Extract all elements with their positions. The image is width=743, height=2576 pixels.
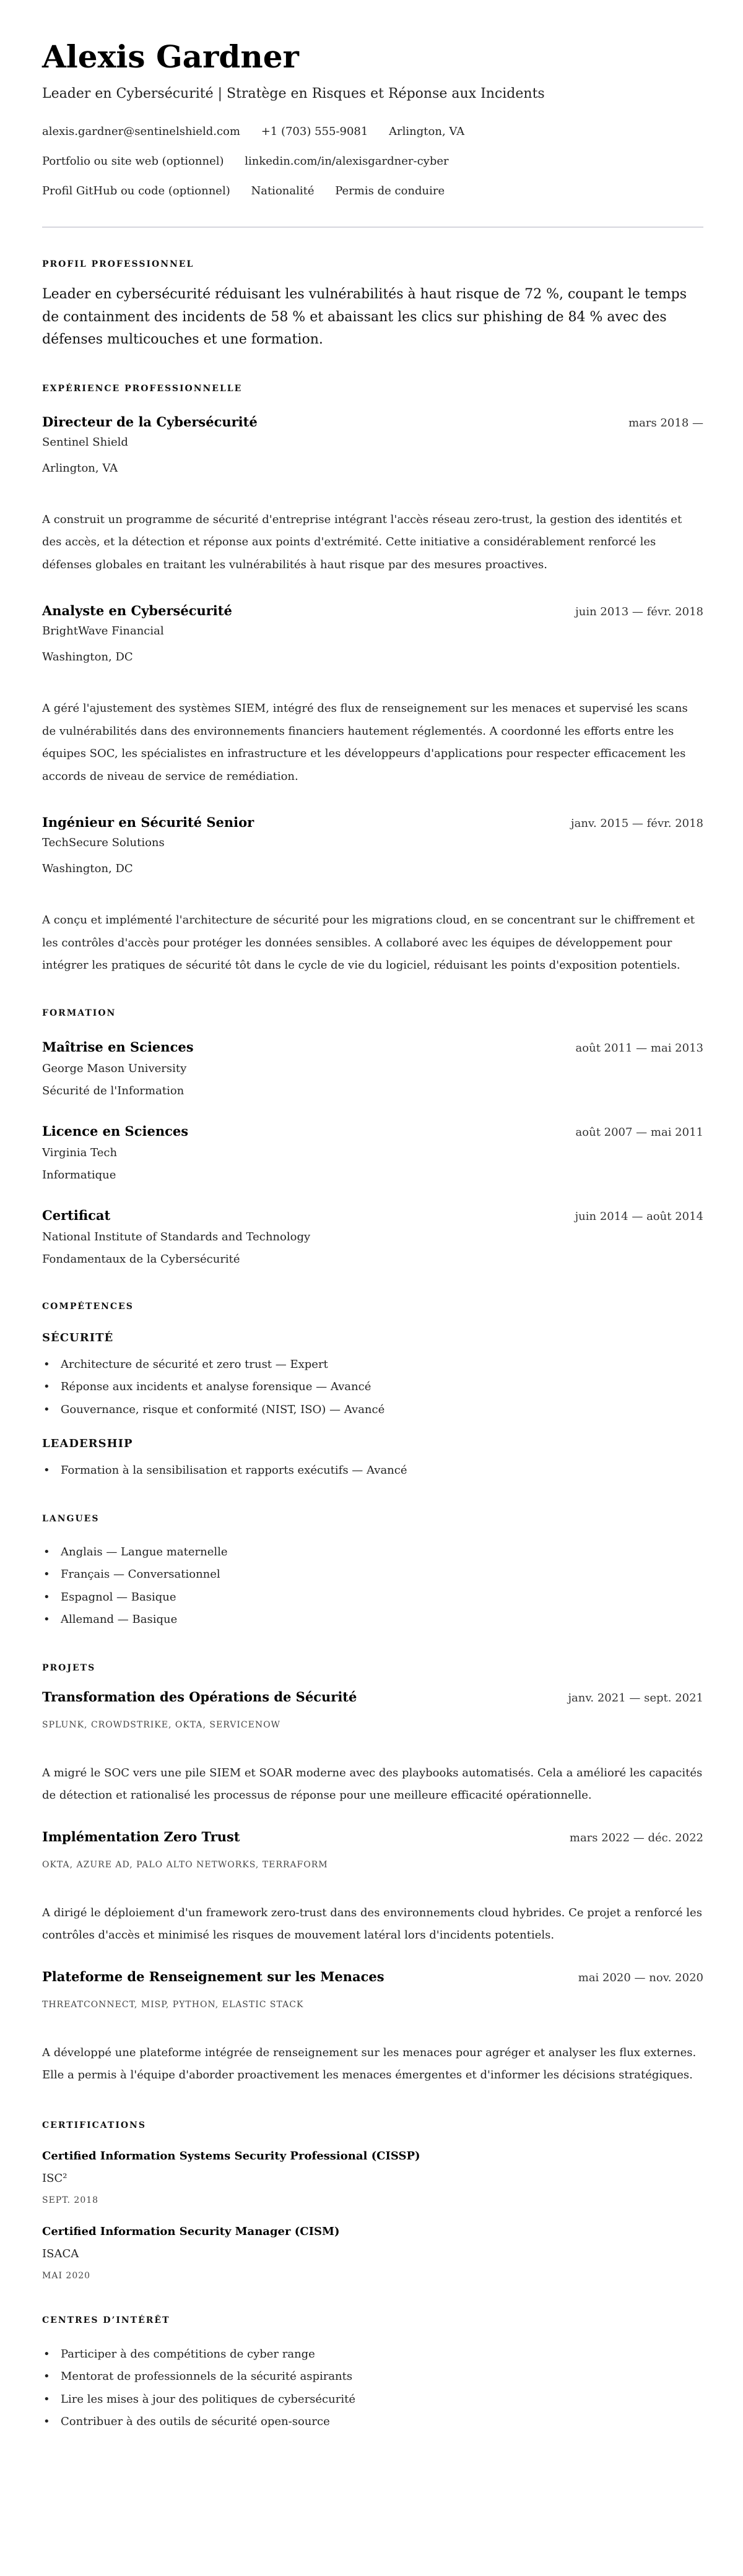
section-heading: FORMATION: [42, 1008, 116, 1018]
language-list: [42, 1541, 703, 1632]
skill-list: [42, 1354, 703, 1422]
section-heading: CENTRES D’INTÉRÊT: [42, 2315, 170, 2325]
entry-header: [42, 1206, 703, 1226]
job-location: Washington, DC: [42, 650, 133, 663]
education-dates: juin 2014 — août 2014: [575, 1209, 703, 1223]
section-heading: PROJETS: [42, 1662, 96, 1673]
education-entry: [42, 1122, 703, 1184]
skill-item: • Gouvernance, risque et conformité (NIST, ISO) — Avancé: [42, 1399, 703, 1422]
project-tech-stack: THREATCONNECT, MISP, PYTHON, ELASTIC STACK: [42, 1999, 304, 2010]
job-title: Ingénieur en Sécurité Senior: [42, 815, 254, 830]
project-tech-stack: SPLUNK, CROWDSTRIKE, OKTA, SERVICENOW: [42, 1719, 280, 1730]
certification-name: Certified Information Systems Security Professional (CISSP): [42, 2149, 420, 2163]
candidate-headline: Leader en Cybersécurité | Stratège en Risques et Réponse aux Incidents: [42, 86, 545, 102]
language-item: • Espagnol — Basique: [42, 1586, 703, 1609]
project-dates: janv. 2021 — sept. 2021: [568, 1691, 703, 1705]
company-name: TechSecure Solutions: [42, 836, 165, 849]
skills-section: [42, 1300, 703, 1482]
company-name: BrightWave Financial: [42, 625, 164, 638]
certification-date: MAI 2020: [42, 2270, 91, 2281]
certification-entry: [42, 2148, 703, 2206]
entry-header: [42, 813, 703, 833]
project-entry: [42, 1828, 703, 1947]
education-dates: août 2011 — mai 2013: [575, 1041, 703, 1055]
certification-name: Certified Information Security Manager (CISM): [42, 2224, 340, 2238]
linkedin-link[interactable]: linkedin.com/in/alexisgardner-cyber: [245, 155, 449, 168]
skill-item: • Formation à la sensibilisation et rapports exécutifs — Avancé: [42, 1459, 703, 1482]
project-title: Implémentation Zero Trust: [42, 1828, 240, 1844]
skill-item: • Réponse aux incidents et analyse forensique — Avancé: [42, 1376, 703, 1399]
school-name: George Mason University: [42, 1061, 187, 1075]
interest-item: • Participer à des compétitions de cyber range: [42, 2343, 703, 2366]
field-of-study: Informatique: [42, 1168, 116, 1182]
job-description: A construit un programme de sécurité d'entreprise intégrant l'accès réseau zero-trust, la gestion des identités et des accès, et la détection et réponse aux points d'extrémité. Cette initiative a considérablement renforcé les défenses globales en traitant les vulnérabilités à haut risque par des mesures proactives.: [42, 512, 682, 571]
interests-section: [42, 2314, 703, 2434]
job-description: A conçu et implémenté l'architecture de sécurité pour les migrations cloud, en se concentrant sur le chiffrement et les contrôles d'accès pour protéger les données sensibles. A collaboré avec les équipes de développement pour intégrer les pratiques de sécurité tôt dans le cycle de vie du logiciel, réduisant les points d'exposition potentiels.: [42, 914, 695, 972]
project-description: A migré le SOC vers une pile SIEM et SOAR moderne avec des playbooks automatisés. Cela a amélioré les capacités de détection et rationalisé les processus de réponse pour une meilleure efficacité opérationnelle.: [42, 1766, 703, 1802]
skill-list: [42, 1459, 703, 1482]
certification-issuer: ISACA: [42, 2247, 79, 2260]
section-heading: LANGUES: [42, 1513, 100, 1524]
project-dates: mai 2020 — nov. 2020: [578, 1971, 703, 1984]
project-dates: mars 2022 — déc. 2022: [569, 1831, 703, 1844]
degree: Certificat: [42, 1207, 111, 1223]
project-description: A dirigé le déploiement d'un framework zero-trust dans des environnements cloud hybrides. Ce projet a renforcé les contrôles d'accès et minimisé les risques de mouvement latéral lors d'incidents potentiels.: [42, 1906, 702, 1942]
phone: +1 (703) 555-9081: [261, 125, 368, 138]
field-of-study: Fondamentaux de la Cybersécurité: [42, 1252, 240, 1266]
certification-entry: [42, 2224, 703, 2282]
certifications-section: [42, 2119, 703, 2282]
entry-header: [42, 1122, 703, 1142]
education-dates: août 2007 — mai 2011: [575, 1125, 703, 1139]
degree: Maîtrise en Sciences: [42, 1039, 194, 1055]
candidate-name: Alexis Gardner: [42, 38, 299, 75]
experience-entry: [42, 813, 703, 977]
section-heading: EXPÉRIENCE PROFESSIONNELLE: [42, 383, 243, 394]
project-description: A développé une plateforme intégrée de renseignement sur les menaces pour agréger et analyser les flux externes. Elle a permis à l'équipe d'aborder proactivement les menaces émergentes et d'informer les décisions stratégiques.: [42, 2046, 697, 2081]
location: Arlington, VA: [389, 125, 465, 138]
project-entry: [42, 1688, 703, 1807]
entry-header: [42, 1968, 703, 1987]
header-divider: [42, 227, 703, 228]
job-dates: janv. 2015 — févr. 2018: [571, 817, 703, 830]
experience-entry: [42, 413, 703, 577]
profile-section: [42, 258, 703, 352]
entry-header: [42, 1038, 703, 1058]
education-entry: [42, 1206, 703, 1268]
job-dates: juin 2013 — févr. 2018: [575, 605, 703, 618]
degree: Licence en Sciences: [42, 1123, 189, 1139]
contact-row: [42, 153, 703, 170]
certification-date: SEPT. 2018: [42, 2195, 99, 2205]
section-heading: PROFIL PROFESSIONNEL: [42, 259, 194, 269]
contact-row: [42, 183, 703, 200]
job-title: Directeur de la Cybersécurité: [42, 413, 258, 430]
entry-header: [42, 602, 703, 621]
entry-header: [42, 1828, 703, 1848]
interest-item: • Lire les mises à jour des politiques de cybersécurité: [42, 2388, 703, 2411]
school-name: Virginia Tech: [42, 1146, 118, 1159]
project-title: Plateforme de Renseignement sur les Menaces: [42, 1968, 385, 1984]
languages-section: [42, 1513, 703, 1632]
project-title: Transformation des Opérations de Sécurité: [42, 1688, 357, 1705]
language-item: • Allemand — Basique: [42, 1609, 703, 1632]
language-item: • Anglais — Langue maternelle: [42, 1541, 703, 1564]
skill-group-heading: LEADERSHIP: [42, 1437, 133, 1450]
job-title: Analyste en Cybersécurité: [42, 603, 232, 618]
interest-item: • Mentorat de professionnels de la sécurité aspirants: [42, 2366, 703, 2388]
interest-item: • Contribuer à des outils de sécurité open-source: [42, 2411, 703, 2434]
projects-section: [42, 1662, 703, 2087]
job-description: A géré l'ajustement des systèmes SIEM, intégré des flux de renseignement sur les menaces et supervisé les scans de vulnérabilités dans des environnements financiers hautement réglementés. A coordonné les efforts entre les équipes SOC, les spécialistes en infrastructure et les développeurs d'applications pour respecter efficacement les accords de niveau de service de remédiation.: [42, 702, 688, 783]
experience-section: [42, 383, 703, 977]
nationality: Nationalité: [251, 184, 315, 197]
skill-item: • Architecture de sécurité et zero trust — Expert: [42, 1354, 703, 1377]
job-location: Washington, DC: [42, 862, 133, 875]
company-name: Sentinel Shield: [42, 435, 128, 449]
email-link[interactable]: alexis.gardner@sentinelshield.com: [42, 125, 240, 138]
job-location: Arlington, VA: [42, 461, 118, 475]
interest-list: [42, 2343, 703, 2434]
contact-row: [42, 123, 703, 140]
github-link[interactable]: Profil GitHub ou code (optionnel): [42, 184, 230, 197]
driving-license: Permis de conduire: [335, 184, 445, 197]
field-of-study: Sécurité de l'Information: [42, 1084, 185, 1097]
project-entry: [42, 1968, 703, 2087]
language-item: • Français — Conversationnel: [42, 1563, 703, 1586]
education-entry: [42, 1038, 703, 1100]
profile-summary: Leader en cybersécurité réduisant les vulnérabilités à haut risque de 72 %, coupant le temps de containment des incidents de 58 % et abaissant les clics sur phishing de 84 % avec des défenses multicouches et une formation.: [42, 287, 687, 347]
experience-entry: [42, 602, 703, 788]
section-heading: COMPÉTENCES: [42, 1301, 134, 1312]
school-name: National Institute of Standards and Technology: [42, 1230, 311, 1243]
portfolio-link[interactable]: Portfolio ou site web (optionnel): [42, 155, 224, 168]
skill-group-heading: SÉCURITÉ: [42, 1331, 114, 1344]
job-dates: mars 2018 —: [628, 416, 703, 430]
resume-header: [42, 38, 703, 200]
certification-issuer: ISC²: [42, 2171, 67, 2185]
entry-header: [42, 1688, 703, 1708]
project-tech-stack: OKTA, AZURE AD, PALO ALTO NETWORKS, TERRAFORM: [42, 1859, 328, 1870]
entry-header: [42, 413, 703, 433]
education-section: [42, 1007, 703, 1268]
section-heading: CERTIFICATIONS: [42, 2120, 146, 2130]
